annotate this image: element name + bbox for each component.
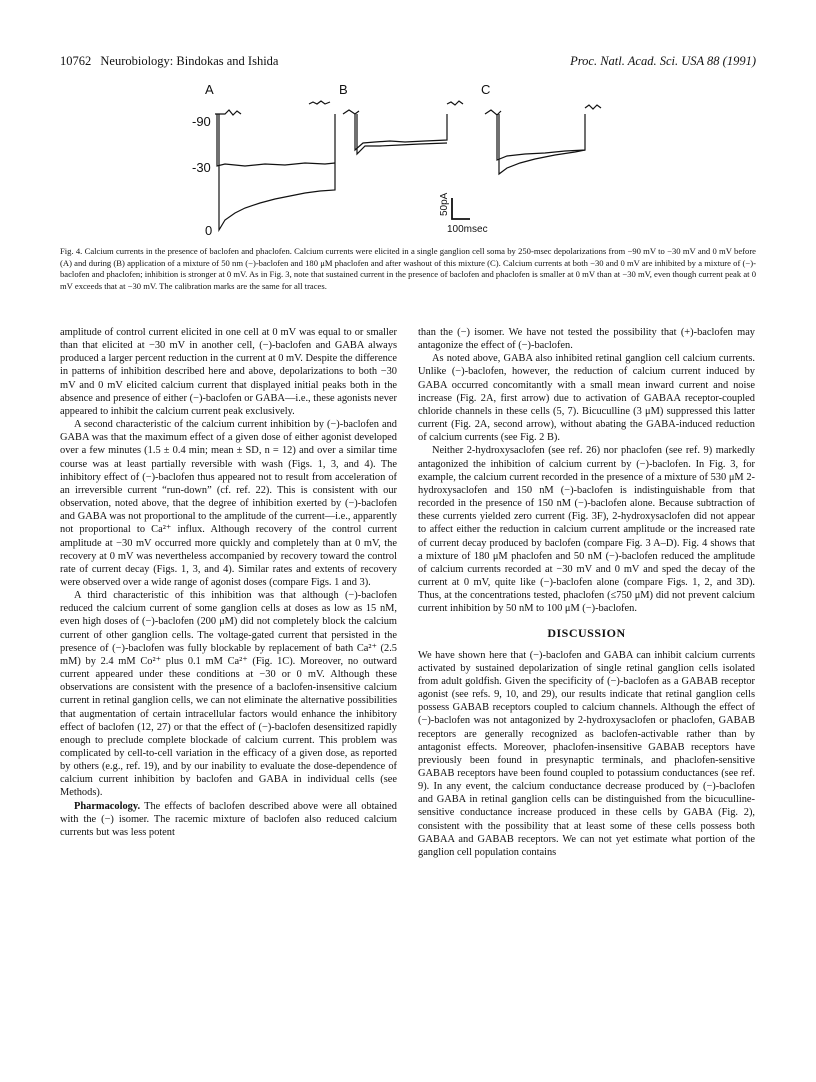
left-paragraph-4	[60, 800, 397, 839]
trace-a-tail	[309, 101, 330, 104]
left-paragraph-3: A third characteristic of this inhibition was that although (−)-baclofen reduced the calcium current of some ganglion cells at doses as low as 15 nM, even high doses of (−)-baclofen (200 μM) did not completely block the calcium current of other ganglion cells. The voltage-gated current that persisted in the presence of (−)-baclofen was fully blockable by replacement of bath Ca²⁺ (2.5 mM) by 2.4 mM Co²⁺ plus 0.1 mM Ca²⁺ (Fig. 1C). Moreover, no outward current appeared under these conditions at −30 or 0 mV. Although these observations are consistent with the presence of a baclofen-insensitive calcium current in retinal ganglion cells, we can not eliminate the alternative possibilities that augmentation of certain intracellular factors would enhance the inhibitory effect of baclofen (12, 27) or that the effect of (−)-baclofen desensitized rapidly enough to preclude complete blockade of calcium current. This problem was complicated by cell-to-cell variation in the efficacy of a given dose, as reported by others (e.g., ref. 19), and by our inability to evaluate the dose-dependence of calcium current inhibition by baclofen and GABA in individual cells (see Methods).	[60, 590, 397, 799]
left-column	[60, 326, 397, 839]
page-number: 10762	[60, 54, 92, 68]
discussion-paragraph: We have shown here that (−)-baclofen and GABA can inhibit calcium currents activated by sustained depolarization of single retinal ganglion cells isolated from adult goldfish. Given the specificity of (−)-baclofen as a GABAB receptor agonist (see refs. 9, 10, and 29), our results indicate that retinal ganglion cells possess GABAB receptors coupled to calcium channels. Although the effect of (−)-baclofen was not antagonized by 2-hydroxysaclofen or phaclofen, GABAB receptors are generally recognized as baclofen-activable rather than by antagonist effects. Moreover, phaclofen-insensitive GABAB receptors have previously been found in presynaptic terminals, and phaclofen-sensitive GABAB receptors have been found coupled to potassium conductances (see ref. 9). In any event, the calcium conductance decrease produced by (−)-baclofen and GABA in retinal ganglion cells can be distinguished from the bicuculline-sensitive conductance increase produced in these cells by GABA (Fig. 2), consistent with the possibility that at least some of these cells possess both GABAA and GABAB receptors. We can not yet estimate what portion of the ganglion cell population contains	[418, 649, 755, 858]
page-header	[60, 54, 756, 70]
discussion-heading: DISCUSSION	[547, 626, 626, 641]
left-paragraph-2: A second characteristic of the calcium current inhibition by (−)-baclofen and GABA was that the maximum effect of a given dose of either agonist developed over a few minutes (1.5 ± 0.4 min; mean ± SD, n = 12) and over a similar time course was at least partially reversible with wash (Figs. 1, 3, and 4). The inhibitory effect of (−)-baclofen thus appeared not to result from acceleration of an irreversible current “run-down” (cf. ref. 22). This is consistent with our observation, noted above, that the degree of inhibition exerted by (−)-baclofen and GABA was not proportional to the amplitude of the current—i.e., apparently not proportional to Ca²⁺ influx. Although recovery of the control current amplitude at −30 mV occurred more quickly and completely than at 0 mV, the recovery at 0 mV was nevertheless accompanied by recovery toward the control rate of current decay (Figs. 1, 3, and 4). Similar rates and extents of recovery were observed over a wide range of agonist doses (compare Figs. 1 and 3).	[60, 419, 397, 588]
voltage-label-minus90: -90	[192, 114, 211, 129]
trace-b-holding	[343, 110, 359, 114]
left-paragraph-1: amplitude of control current elicited in one cell at 0 mV was equal to or smaller than that elicited at −30 mV in another cell, (−)-baclofen and GABA always produced a larger percent reduction in the current at 0 mV. Despite the difference in patterns of inhibition described here and above, depolarizations to both −30 mV and 0 mV elicited calcium current that displayed initial peaks both in the absence and presence of either (−)-baclofen or GABA—i.e., these agonists never appeared to inhibit the calcium current peak exclusively.	[60, 327, 397, 417]
panel-label-b: B	[339, 82, 348, 97]
trace-c-tail	[585, 105, 601, 109]
section-label: Neurobiology: Bindokas and Ishida	[100, 54, 279, 68]
trace-c-zero	[499, 114, 585, 174]
right-paragraph-3: Neither 2-hydroxysaclofen (see ref. 26) nor phaclofen (see ref. 9) markedly antagonized the inhibition of calcium current by (−)-baclofen. In Fig. 3, for example, the calcium current recorded in the presence of a mixture of 530 μM 2-hydroxysaclofen and 150 nM (−)-baclofen is indistinguishable from that recorded in the presence of 150 nM (−)-baclofen alone. Because subtraction of these currents yielded zero current (Fig. 3F), 2-hydroxysaclofen did not appear to affect either the reduction in calcium current amplitude or the increased rate of current decay produced by baclofen (compare Fig. 3 A–D). Fig. 4 shows that a mixture of 180 μM phaclofen and 50 nM (−)-baclofen reduced the amplitude of calcium currents recorded at −30 mV and 0 mV and sped the decay of the current at 0 mV, quite like (−)-baclofen alone (compare Figs. 1, 2, and 3D). Thus, at the concentrations tested, phaclofen (≤750 μM) did not prevent calcium current inhibition by 50 nM to 100 μM (−)-baclofen.	[418, 445, 755, 615]
scale-time-label: 100msec	[447, 224, 488, 235]
pharmacology-text: The effects of baclofen described above were all obtained with the (−) isomer. The racemic mixture of baclofen also reduced calcium currents but was less potent	[60, 800, 397, 838]
trace-a-zero	[219, 114, 335, 230]
pharmacology-heading: Pharmacology.	[74, 800, 141, 812]
voltage-label-zero: 0	[205, 223, 213, 238]
voltage-label-minus30: -30	[192, 160, 211, 175]
trace-a-minus30	[217, 114, 335, 166]
journal-citation: Proc. Natl. Acad. Sci. USA 88 (1991)	[570, 54, 756, 68]
panel-label-a: A	[205, 82, 214, 97]
trace-b-tail	[447, 101, 463, 105]
trace-c-minus30	[497, 114, 585, 160]
right-paragraph-2: As noted above, GABA also inhibited retinal ganglion cell calcium currents. Unlike (−)-baclofen, however, the reduction of calcium current induced by GABA occurred concomitantly with a small mean inward current and noise increase (Fig. 2A, first arrow) due to activation of GABAA receptor-coupled chloride channels in these cells (5, 7). Bicuculline (3 μM) suppressed this latter current (Fig. 2A, second arrow), without abating the GABA-induced reduction of calcium currents (see Fig. 2 B).	[418, 353, 755, 444]
scale-bar	[452, 198, 470, 219]
figure-4	[185, 80, 625, 240]
scale-current-label: 50pA	[439, 192, 450, 216]
header-left	[60, 54, 278, 69]
calcium-current-traces	[185, 80, 625, 240]
right-column	[418, 326, 755, 859]
figure-caption: Fig. 4. Calcium currents in the presence of baclofen and phaclofen. Calcium currents were elicited in a single ganglion cell soma by 250-msec depolarizations from −90 mV to −30 mV and 0 mV before (A) and during (B) application of a mixture of 50 nm (−)-baclofen and 180 μM phaclofen and after washout of this mixture (C). Calcium currents at both −30 and 0 mV are inhibited by a mixture of (−)-baclofen and phaclofen; inhibition is stronger at 0 mV. As in Fig. 3, note that sustained current in the presence of baclofen and phaclofen is smaller at 0 mV than at −30 mV, even though current peak at 0 mV exceeds that at −30 mV. The calibration marks are the same for all traces.	[60, 246, 756, 291]
panel-label-c: C	[481, 82, 491, 97]
right-paragraph-1: than the (−) isomer. We have not tested the possibility that (+)-baclofen may antagonize the effect of (−)-baclofen.	[418, 327, 755, 352]
trace-b-zero	[357, 114, 447, 154]
